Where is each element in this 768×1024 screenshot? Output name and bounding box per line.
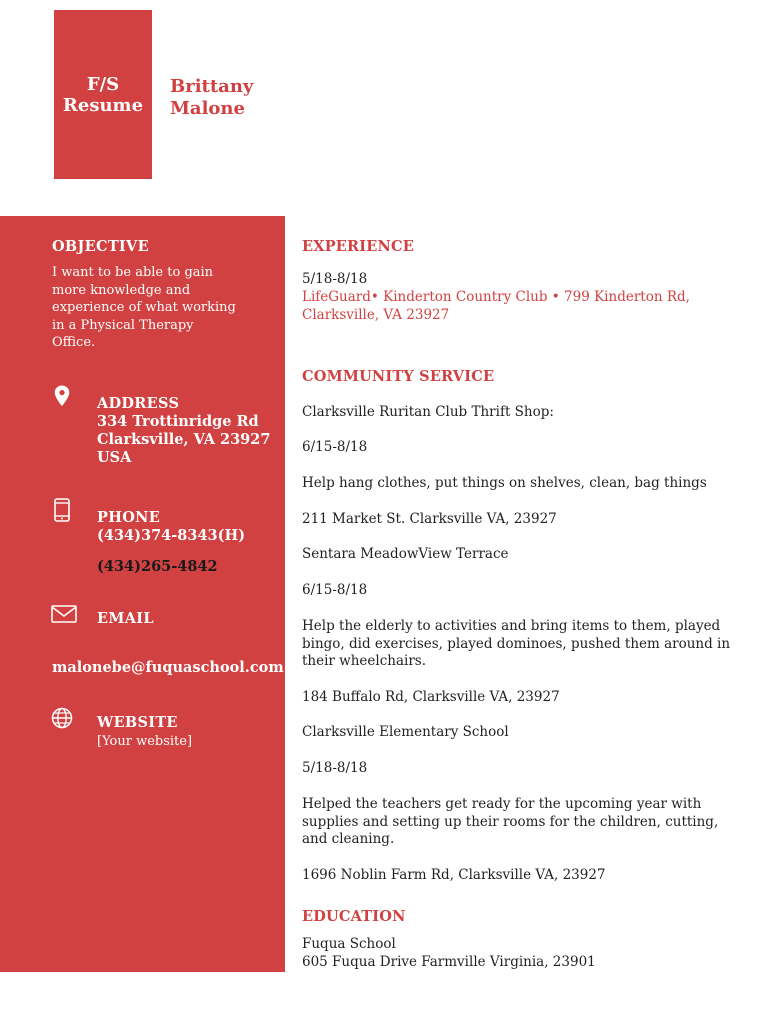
experience-detail-line-1: LifeGuard• Kinderton Country Club • 799 Kinderton Rd, xyxy=(302,289,690,305)
community-item: Help the elderly to activities and bring items to them, played bingo, did exercises, played dominoes, pushed them around in their wheelchairs. xyxy=(302,618,731,669)
email-value[interactable]: malonebe@fuquaschool.com xyxy=(52,659,284,676)
community-item: 6/15-8/18 xyxy=(302,439,368,455)
community-item: Clarksville Ruritan Club Thrift Shop: xyxy=(302,404,554,420)
email-label: EMAIL xyxy=(97,610,154,627)
experience-dates: 5/18-8/18 xyxy=(302,271,368,287)
mobile-phone-icon xyxy=(50,498,74,522)
community-item: 184 Buffalo Rd, Clarksville VA, 23927 xyxy=(302,689,560,705)
community-item: 211 Market St. Clarksville VA, 23927 xyxy=(302,511,557,527)
address-line-1: 334 Trottinridge Rd xyxy=(97,413,259,430)
sidebar xyxy=(0,216,285,972)
logo-line-1: F/S xyxy=(86,74,120,95)
website-value[interactable]: [Your website] xyxy=(97,734,193,749)
education-school: Fuqua School xyxy=(302,936,396,952)
community-item: Clarksville Elementary School xyxy=(302,724,509,740)
logo-line-2: Resume xyxy=(62,95,144,116)
candidate-name xyxy=(170,76,253,120)
community-item: 6/15-8/18 xyxy=(302,582,368,598)
education-title: EDUCATION xyxy=(302,908,406,925)
address-line-2: Clarksville, VA 23927 xyxy=(97,431,271,448)
community-item: Sentara MeadowView Terrace xyxy=(302,546,509,562)
experience-detail-line-2: Clarksville, VA 23927 xyxy=(302,306,450,323)
community-title: COMMUNITY SERVICE xyxy=(302,368,495,385)
first-name: Brittany xyxy=(170,76,254,97)
community-item: 5/18-8/18 xyxy=(302,760,368,776)
experience-detail xyxy=(302,289,732,324)
experience-title: EXPERIENCE xyxy=(302,238,414,255)
address-value xyxy=(97,413,270,467)
education-address: 605 Fuqua Drive Farmville Virginia, 23901 xyxy=(302,954,596,970)
phone-label: PHONE xyxy=(97,509,161,526)
logo-text xyxy=(54,74,152,116)
phone-primary: (434)374-8343(H) xyxy=(97,527,246,544)
website-label: WEBSITE xyxy=(97,714,178,731)
envelope-icon xyxy=(50,602,78,626)
address-label: ADDRESS xyxy=(97,395,180,412)
community-item: Help hang clothes, put things on shelves, clean, bag things xyxy=(302,475,707,491)
community-item: 1696 Noblin Farm Rd, Clarksville VA, 23927 xyxy=(302,867,606,883)
objective-text: I want to be able to gain more knowledge and experience of what working in a Physical Therapy Office. xyxy=(52,265,236,350)
objective-title: OBJECTIVE xyxy=(52,238,149,255)
globe-icon xyxy=(50,706,74,730)
community-item: Helped the teachers get ready for the upcoming year with supplies and setting up their rooms for the children, cutting, and cleaning. xyxy=(302,796,719,847)
location-pin-icon xyxy=(50,384,74,408)
address-line-3: USA xyxy=(97,449,132,466)
last-name: Malone xyxy=(170,98,245,119)
phone-secondary: (434)265-4842 xyxy=(97,558,218,575)
